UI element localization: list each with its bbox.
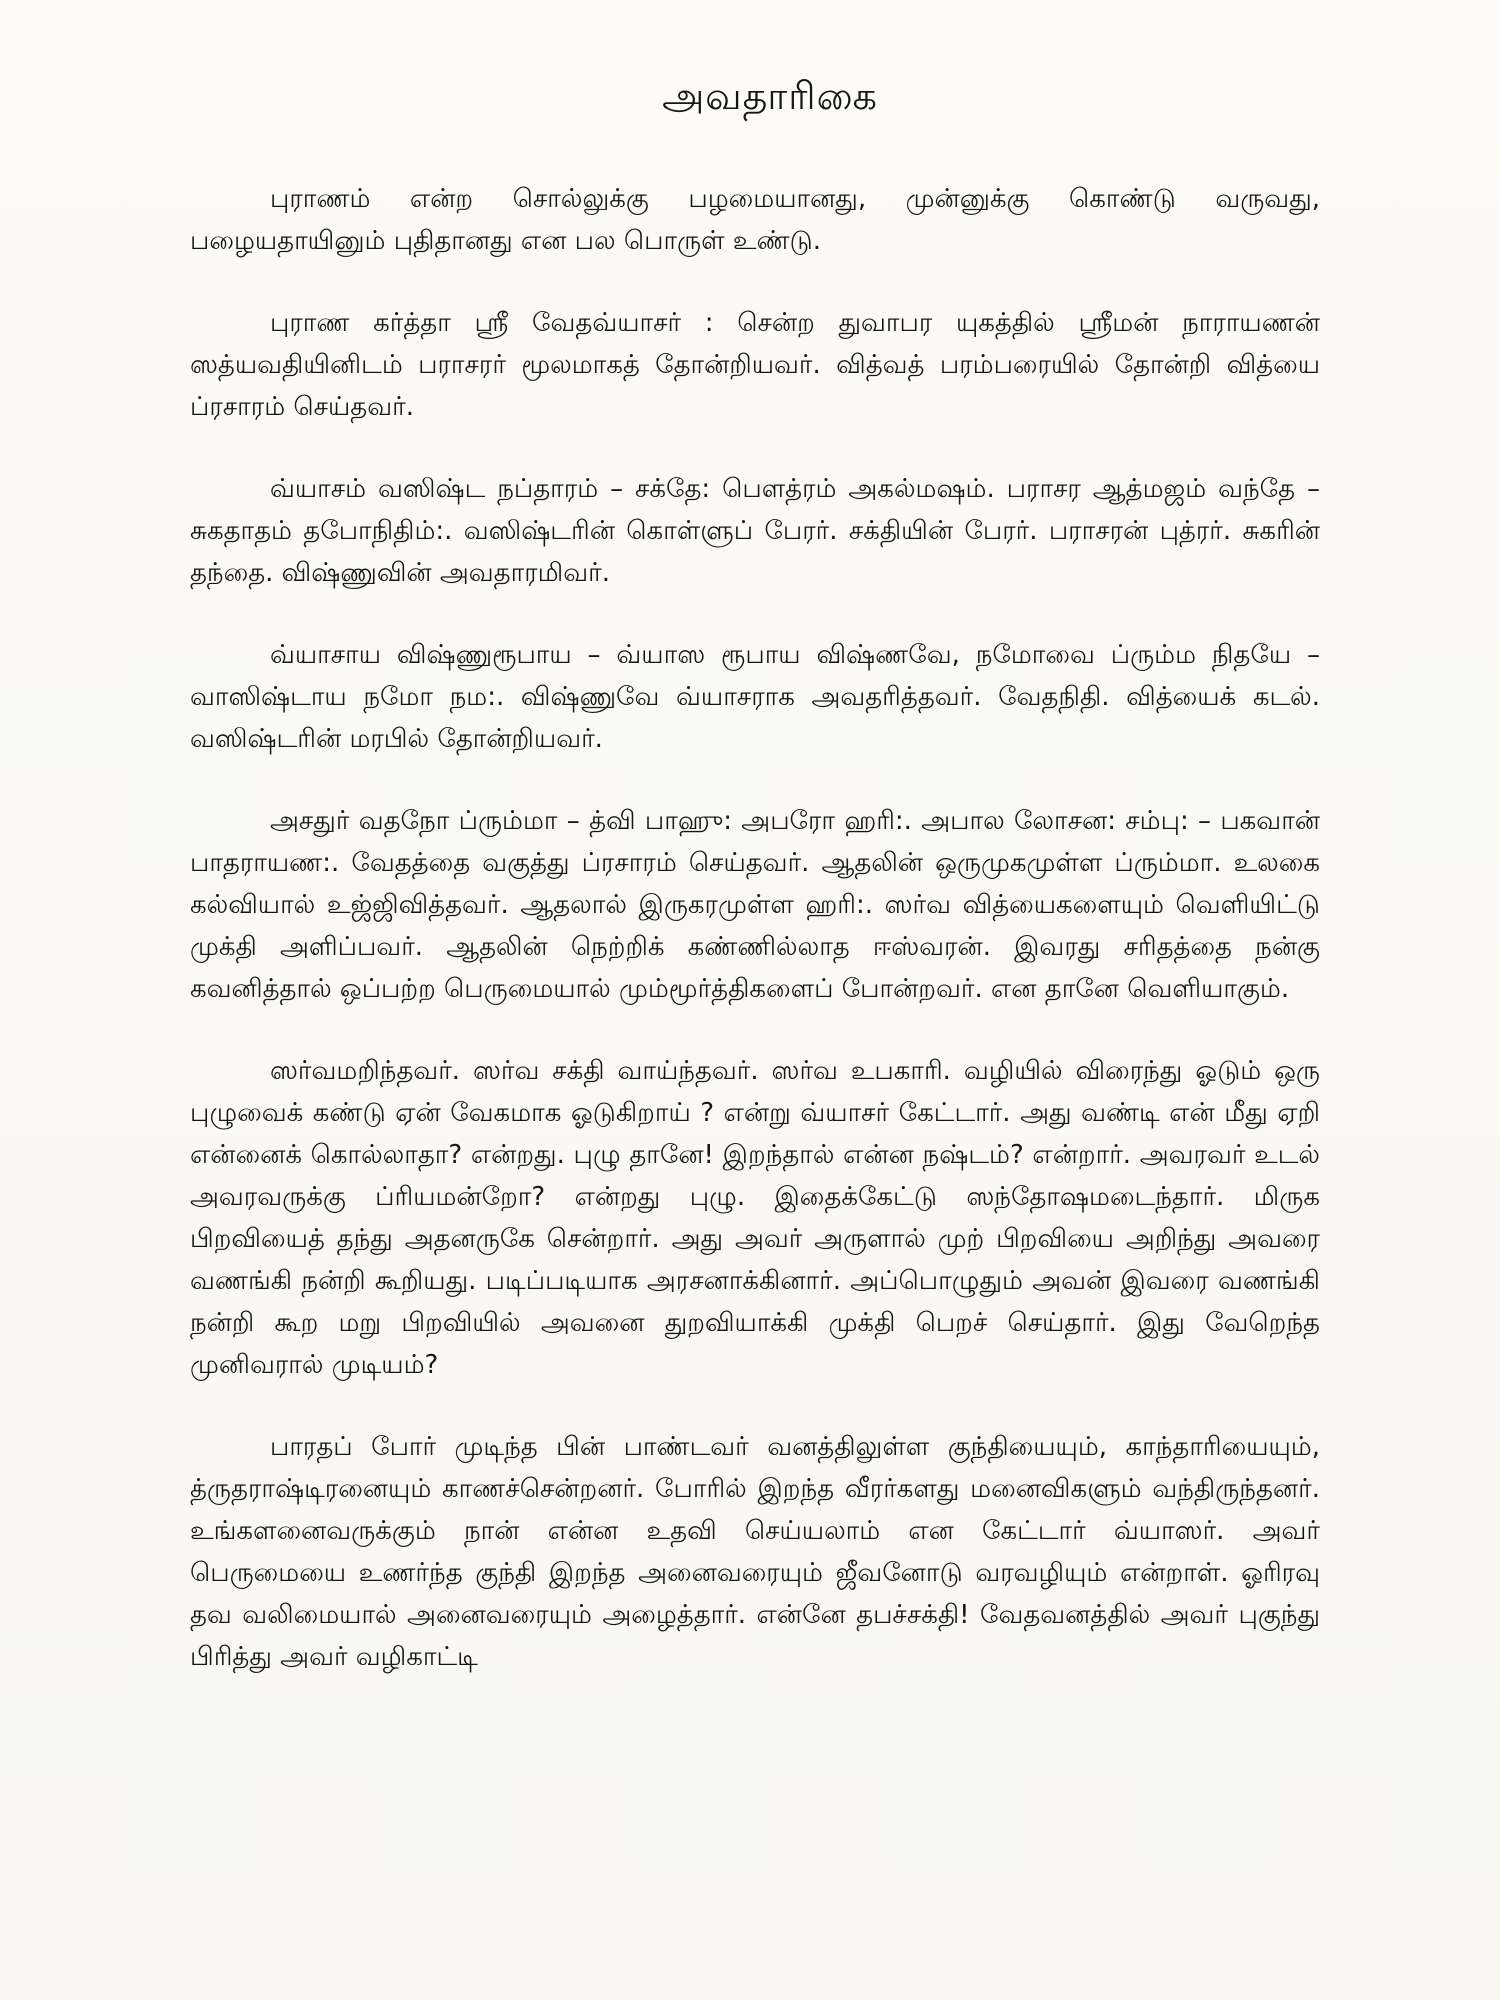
paragraph-2: புராண கர்த்தா ஸ்ரீ வேதவ்யாசர் : சென்ற துவாபர யுகத்தில் ஸ்ரீமன் நாராயணன் ஸத்யவதியினிடம் பராசரர் மூலமாகத் தோன்றியவர். வித்வத் பரம்பரையில் தோன்றி வித்யை ப்ரசாரம் செய்தவர். [190, 308, 1320, 422]
paragraph-3: வ்யாசம் வஸிஷ்ட நப்தாரம் – சக்தே: பௌத்ரம் அகல்மஷம். பராசர ஆத்மஜம் வந்தே – சுகதாதம் தபோநிதிம்:. வஸிஷ்டரின் கொள்ளுப் பேரர். சக்தியின் பேரர். பராசரன் புத்ரர். சுகரின் தந்தை. விஷ்ணுவின் அவதாரமிவர். [190, 474, 1320, 588]
document-title: அவதாரிகை [662, 74, 878, 118]
paragraph-4: வ்யாசாய விஷ்ணுரூபாய – வ்யாஸ ரூபாய விஷ்ணவே, நமோவை ப்ரும்ம நிதயே – வாஸிஷ்டாய நமோ நம:. விஷ்ணுவே வ்யாசராக அவதரித்தவர். வேதநிதி. வித்யைக் கடல். வஸிஷ்டரின் மரபில் தோன்றியவர். [190, 640, 1320, 754]
paragraph-1: புராணம் என்ற சொல்லுக்கு பழமையானது, முன்னுக்கு கொண்டு வருவது, பழையதாயினும் புதிதானது என பல பொருள் உண்டு. [190, 184, 1320, 256]
paragraph-5: அசதுர் வதநோ ப்ரும்மா – த்வி பாஹு: அபரோ ஹரி:. அபால லோசன: சம்பு: – பகவான் பாதராயண:. வேதத்தை வகுத்து ப்ரசாரம் செய்தவர். ஆதலின் ஒருமுகமுள்ள ப்ரும்மா. உலகை கல்வியால் உஜ்ஜிவித்தவர். ஆதலால் இருகரமுள்ள ஹரி:. ஸர்வ வித்யைகளையும் வெளியிட்டு முக்தி அளிப்பவர். ஆதலின் நெற்றிக் கண்ணில்லாத ஈஸ்வரன். இவரது சரிதத்தை நன்கு கவனித்தால் ஒப்பற்ற பெருமையால் மும்மூர்த்திகளைப் போன்றவர். என தானே வெளியாகும். [190, 806, 1320, 1004]
paragraph-6: ஸர்வமறிந்தவர். ஸர்வ சக்தி வாய்ந்தவர். ஸர்வ உபகாரி. வழியில் விரைந்து ஓடும் ஒரு புழுவைக் கண்டு ஏன் வேகமாக ஓடுகிறாய் ? என்று வ்யாசர் கேட்டார். அது வண்டி என் மீது ஏறி என்னைக் கொல்லாதா? என்றது. புழு தானே! இறந்தால் என்ன நஷ்டம்? என்றார். அவரவர் உடல் அவரவருக்கு ப்ரியமன்றோ? என்றது புழு. இதைக்கேட்டு ஸந்தோஷமடைந்தார். மிருக பிறவியைத் தந்து அதனருகே சென்றார். அது அவர் அருளால் முற் பிறவியை அறிந்து அவரை வணங்கி நன்றி கூறியது. படிப்படியாக அரசனாக்கினார். அப்பொழுதும் அவன் இவரை வணங்கி நன்றி கூற மறு பிறவியில் அவனை துறவியாக்கி முக்தி பெறச் செய்தார். இது வேறெந்த முனிவரால் முடியம்? [190, 1056, 1320, 1380]
paragraph-7: பாரதப் போர் முடிந்த பின் பாண்டவர் வனத்திலுள்ள குந்தியையும், காந்தாரியையும், த்ருதராஷ்டிரனையும் காணச்சென்றனர். போரில் இறந்த வீரர்களது மனைவிகளும் வந்திருந்தனர். உங்களனைவருக்கும் நான் என்ன உதவி செய்யலாம் என கேட்டார் வ்யாஸர். அவர் பெருமையை உணர்ந்த குந்தி இறந்த அனைவரையும் ஜீவனோடு வரவழியும் என்றாள். ஓரிரவு தவ வலிமையால் அனைவரையும் அழைத்தார். என்னே தபச்சக்தி! வேதவனத்தில் அவர் புகுந்து பிரித்து அவர் வழிகாட்டி [190, 1432, 1320, 1672]
